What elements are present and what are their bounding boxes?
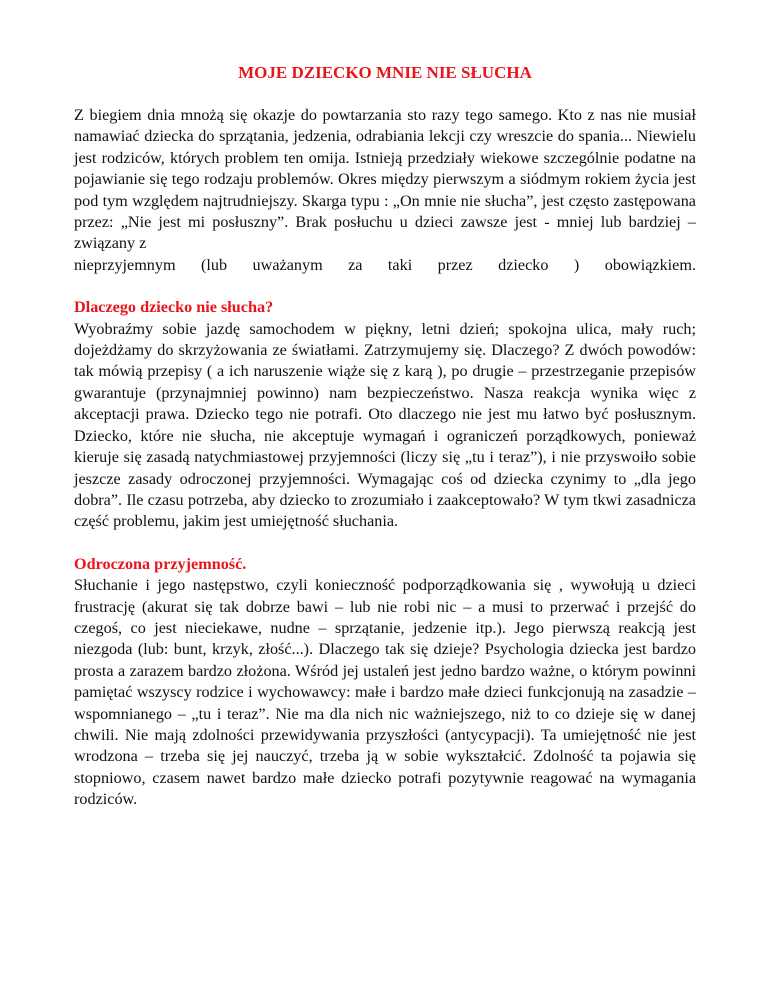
section-heading: Dlaczego dziecko nie słucha? [74, 298, 274, 317]
document-page [74, 62, 696, 811]
intro-last-line: nieprzyjemnym (lub uważanym za taki przez dziecko ) obowiązkiem. [74, 255, 696, 274]
section-text: Słuchanie i jego następstwo, czyli konieczność podporządkowania się , wywołują u dzieci frustrację (akurat się tak dobrze bawi – lub nie robi nic – a musi to przerwać i przejść do czegoś, co jest nieciekawe, nudne – sprzątanie, jedzenie itp.). Jego pierwszą reakcją jest niezgoda (lub: bunt, krzyk, złość...). Dlaczego tak się dzieje? Psychologia dziecka jest bardzo prosta a zarazem bardzo złożona. Wśród jej ustaleń jest jedno bardzo ważne, o którym powinni pamiętać wszyscy rodzice i wychowawcy: małe i bardzo małe dzieci funkcjonują na zasadzie – wspomnianego – „tu i teraz”. Nie ma dla nich nic ważniejszego, niż to co dzieje się w danej chwili. Nie mają zdolności przewidywania przyszłości (antycypacji). Ta umiejętność nie jest wrodzona – trzeba się jej nauczyć, trzeba ją w sobie wykształcić. Zdolność ta pojawia się stopniowo, czasem nawet bardzo małe dziecko potrafi pozytywnie reagować na wymagania rodziców. [74, 576, 696, 809]
intro-paragraph [74, 105, 696, 276]
section-why [74, 297, 696, 532]
section-heading: Odroczona przyjemność. [74, 554, 247, 573]
document-title: MOJE DZIECKO MNIE NIE SŁUCHA [238, 63, 532, 82]
section-text: Wyobraźmy sobie jazdę samochodem w piękny, letni dzień; spokojna ulica, mały ruch; dojeżdżamy do skrzyżowania ze światłami. Zatrzymujemy się. Dlaczego? Z dwóch powodów: tak mówią przepisy ( a ich naruszenie wiąże się z karą ), po drugie – przestrzeganie przepisów gwarantuje (przynajmniej powinno) nam bezpieczeństwo. Nasza reakcja wynika więc z akceptacji prawa. Dziecko tego nie potrafi. Oto dlaczego nie jest mu łatwo być posłusznym. Dziecko, które nie słucha, nie akceptuje wymagań i ograniczeń porządkowych, ponieważ kieruje się zasadą natychmiastowej przyjemności (liczy się „tu i teraz”), i nie przyswoiło sobie jeszcze zasady odroczonej przyjemności. Wymagając coś od dziecka czynimy to „dla jego dobra”. Ile czasu potrzeba, aby dziecko to zrozumiało i zaakceptowało? W tym tkwi zasadnicza część problemu, jakim jest umiejętność słuchania. [74, 319, 696, 531]
section-delayed-pleasure [74, 554, 696, 811]
intro-text: Z biegiem dnia mnożą się okazje do powtarzania sto razy tego samego. Kto z nas nie musiał namawiać dziecka do sprzątania, jedzenia, odrabiania lekcji czy wreszcie do spania... Niewielu jest rodziców, których problem ten omija. Istnieją przedziały wiekowe szczególnie podatne na pojawianie się tego rodzaju problemów. Okres między pierwszym a siódmym rokiem życia jest pod tym względem najtrudniejszy. Skarga typu : „On mnie nie słucha”, jest często zastępowana przez: „Nie jest mi posłuszny”. Brak posłuchu u dzieci zawsze jest - mniej lub bardziej – związany z [74, 106, 696, 253]
